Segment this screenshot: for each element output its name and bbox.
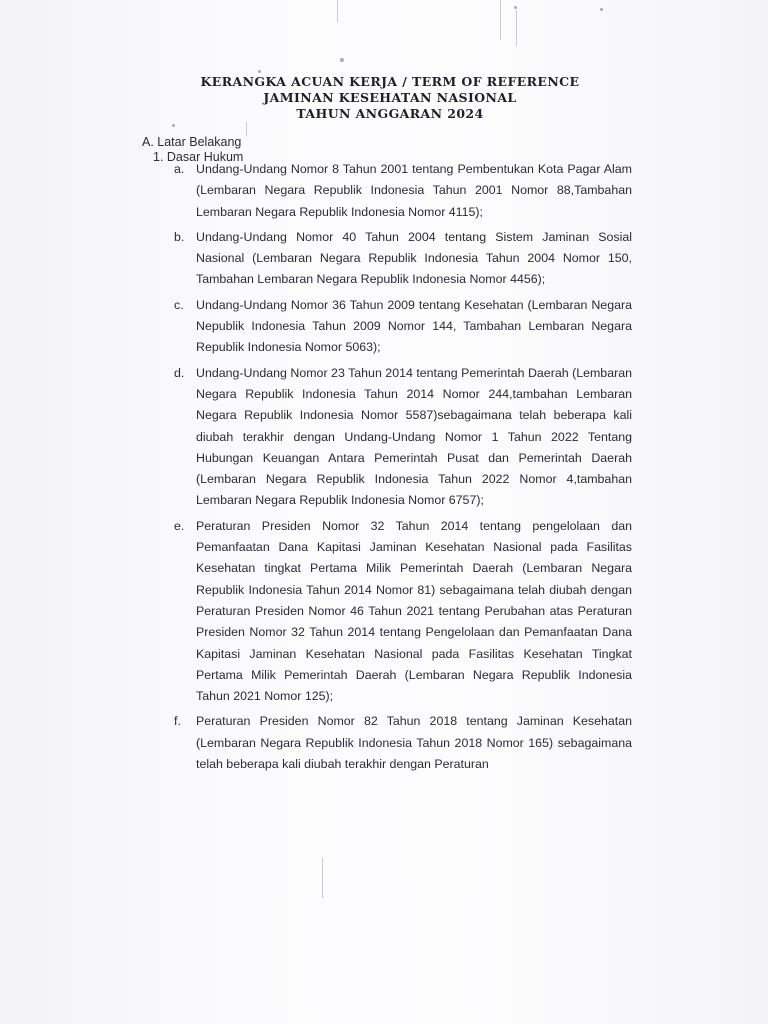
list-item <box>172 295 632 359</box>
scan-streak <box>337 0 338 22</box>
scan-speck <box>600 8 603 11</box>
scan-streak <box>516 10 517 46</box>
list-item-text: Undang-Undang Nomor 8 Tahun 2001 tentang Pembentukan Kota Pagar Alam (Lembaran Negara Republik Indonesia Tahun 2001 Nomor 88,Tambahan Lembaran Negara Republik Indonesia Nomor 4115); <box>196 162 632 219</box>
list-item-text: Peraturan Presiden Nomor 32 Tahun 2014 tentang pengelolaan dan Pemanfaatan Dana Kapitasi Jaminan Kesehatan Nasional pada Fasilitas Kesehatan tingkat Pertama Milik Pemerintah Daerah (Lembaran Negara Republik Indonesia Tahun 2014 Nomor 81) sebagaimana telah diubah dengan Peraturan Presiden Nomor 46 Tahun 2021 tentang Perubahan atas Peraturan Presiden Nomor 32 Tahun 2014 tentang Pengelolaan dan Pemanfaatan Dana Kapitasi Jaminan Kesehatan Nasional pada Fasilitas Kesehatan Tingkat Pertama Milik Pemerintah Daerah (Lembaran Negara Republik Indonesia Tahun 2021 Nomor 125); <box>196 518 632 704</box>
list-item <box>172 363 632 512</box>
list-item-text: Undang-Undang Nomor 36 Tahun 2009 tentang Kesehatan (Lembaran Negara Nepublik Indonesia Tahun 2009 Nomor 144, Tambahan Lembaran Negara Republik Indonesia Nomor 5063); <box>196 297 632 355</box>
scan-streak <box>322 858 323 898</box>
list-item-letter: b. <box>174 229 185 244</box>
list-item <box>172 159 632 223</box>
title-line-1: KERANGKA ACUAN KERJA / TERM OF REFERENCE <box>200 74 580 89</box>
scan-speck <box>340 58 344 62</box>
list-item-text: Undang-Undang Nomor 40 Tahun 2004 tentang Sistem Jaminan Sosial Nasional (Lembaran Negara Republik Indonesia Tahun 2004 Nomor 150, Tambahan Lembaran Negara Republik Indonesia Nomor 4456); <box>196 229 632 287</box>
scan-streak <box>246 122 247 136</box>
list-item-letter: a. <box>174 162 185 176</box>
list-item-letter: c. <box>174 297 184 312</box>
list-item-text: Peraturan Presiden Nomor 82 Tahun 2018 tentang Jaminan Kesehatan (Lembaran Negara Republik Indonesia Tahun 2018 Nomor 165) sebagaimana telah beberapa kali diubah terakhir dengan Peraturan <box>196 714 632 772</box>
list-item-text: Undang-Undang Nomor 23 Tahun 2014 tentang Pemerintah Daerah (Lembaran Negara Republik Indonesia Tahun 2014 Nomor 244,tambahan Lembaran Negara Republik Indonesia Nomor 5587)sebagaimana telah beberapa kali diubah terakhir dengan Undang-Undang Nomor 1 Tahun 2022 Tentang Hubungan Keuangan Antara Pemerintah Pusat dan Pemerintah Daerah (Lembaran Negara Republik Indonesia Tahun 2022 Nomor 4,tambahan Lembaran Negara Republik Indonesia Nomor 6757); <box>196 365 632 508</box>
list-item-letter: e. <box>174 518 185 533</box>
list-item <box>172 711 632 775</box>
list-item <box>172 516 632 708</box>
title-line-2: JAMINAN KESEHATAN NASIONAL <box>263 90 517 105</box>
title-line-3: TAHUN ANGGARAN 2024 <box>296 106 484 121</box>
subsection-heading-dasar-hukum: 1. Dasar Hukum <box>153 150 244 164</box>
scan-speck <box>258 70 261 73</box>
document-title <box>0 74 768 122</box>
list-item-letter: f. <box>174 714 181 729</box>
scan-speck <box>514 6 517 9</box>
list-item-letter: d. <box>174 365 185 380</box>
list-item <box>172 227 632 291</box>
legal-basis-list <box>172 159 632 779</box>
scan-streak <box>500 0 501 40</box>
section-heading-latar-belakang: A. Latar Belakang <box>142 135 242 149</box>
scan-speck <box>172 124 175 127</box>
